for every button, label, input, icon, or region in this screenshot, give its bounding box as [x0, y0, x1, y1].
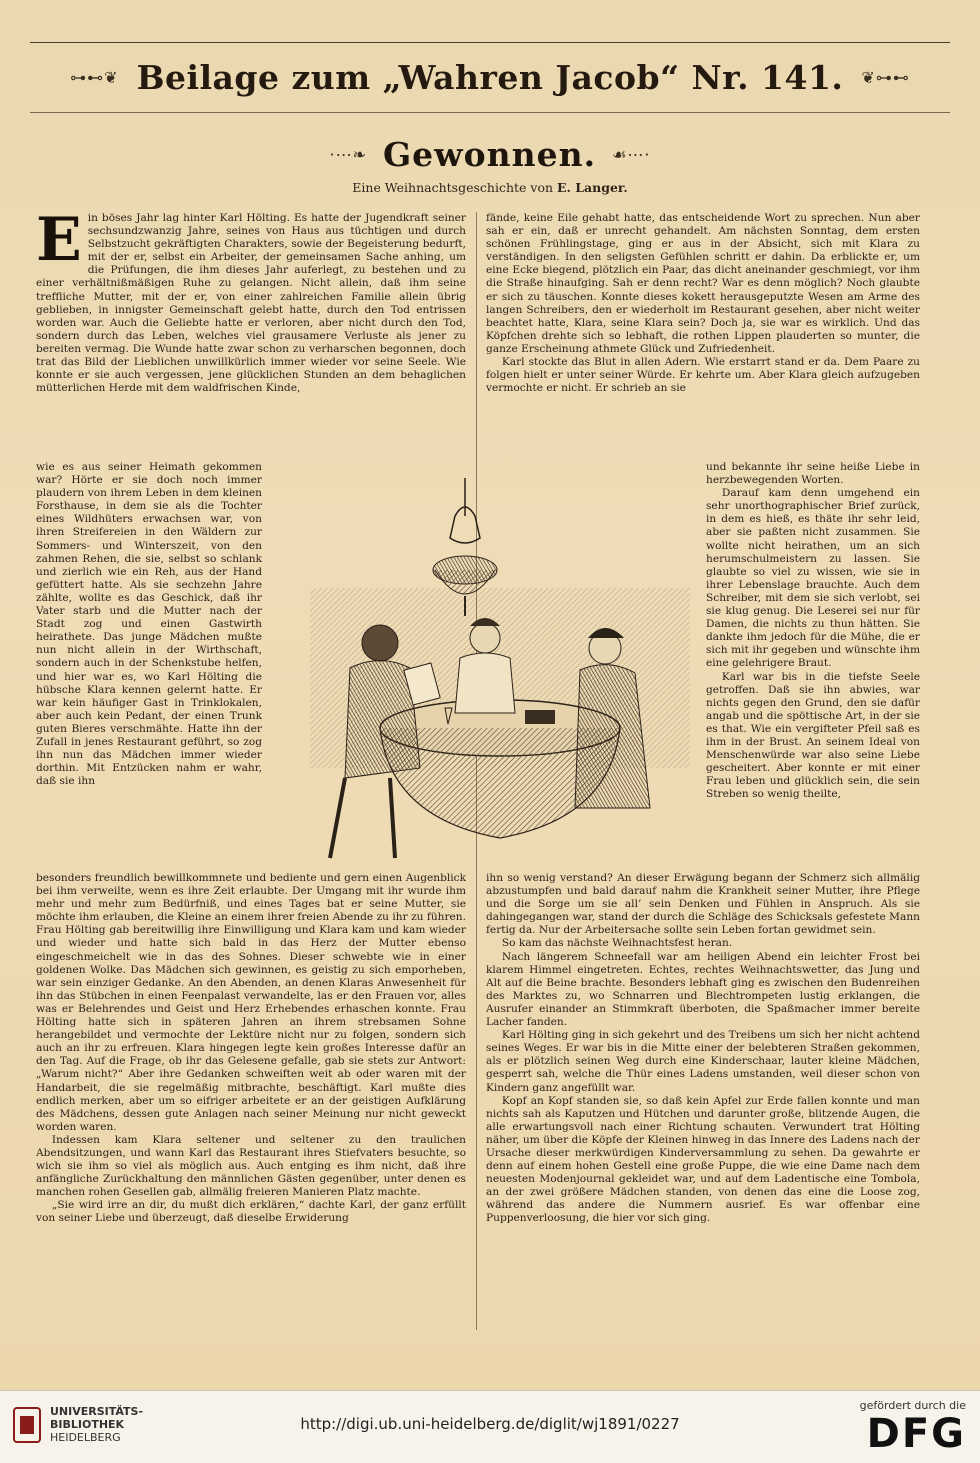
paragraph-klara-seltener: Indessen kam Klara seltener und seltener zu den traulichen Abendsitzungen, und wann Karl das Restaurant ihres Stiefvaters besuchte, so wich sie ihm so viel als möglich aus. Auch entging es ihm nicht, daß ihre anfängliche Zurückhaltung den männlichen Gästen gegenüber, unter denen es manchen rohen Gesellen gab, allmälig freieren Manieren Platz machte.: [36, 1133, 466, 1199]
paragraph-irre: „Sie wird irre an dir, du mußt dich erklären,“ dachte Karl, der ganz erfüllt von seiner Liebe und überzeugt, daß dieselbe Erwiderung: [36, 1199, 466, 1225]
left-column-bottom: [36, 872, 466, 1332]
right-column-bottom: [486, 872, 920, 1332]
narrow-paragraph-right-2: Darauf kam denn umgehend ein sehr unorthographischer Brief zurück, in dem es hieß, es thäte ihr sehr leid, aber sie paßten nicht zusammen. Sie wollte nicht heirathen, um an sich herumschulmeistern zu lassen. Sie glaubte so viel zu wissen, wie sie in ihrer Lebenslage brauchte. Auch dem Schreiber, mit dem sie sich verlobt, sei sie klug genug. Die Leserei sei nur für Damen, die nichts zu thun hätten. Sie dankte ihm jedoch für die Mühe, die er sich mit ihr gegeben und wünschte ihm eine gelehrigere Braut.: [706, 487, 920, 670]
header-top-rule: [30, 42, 950, 43]
left-ornament-icon: ⊶⊷❦: [70, 67, 119, 87]
right-column-narrow: [706, 461, 920, 865]
author-name: E. Langer.: [557, 180, 628, 195]
funder-caption: gefördert durch die: [859, 1399, 966, 1412]
header-bottom-rule: [30, 112, 950, 113]
left-column-narrow: [36, 461, 262, 865]
story-subtitle: [0, 180, 980, 195]
narrow-paragraph-right: und bekannte ihr seine heiße Liebe in herzbewegenden Worten.: [706, 461, 920, 487]
narrow-paragraph-left: wie es aus seiner Heimath gekommen war? Hörte er sie doch noch immer plaudern von ihrem Leben in dem kleinen Forsthause, in dem sie als die Tochter eines Wildhüters erwachsen war, von ihren Streifereien in den Wäldern zur Sommers- und Winterszeit, von den zahmen Rehen, die sie, selbst so schlank und zierlich wie ein Reh, aus der Hand gefüttert hatte. Als sie sechzehn Jahre zählte, wollte es das Geschick, daß ihr Vater starb und die Mutter nach der Stadt zog und einen Gastwirth heirathete. Das junge Mädchen mußte nun nicht allein in der Wirthschaft, sondern auch in der Schenkstube helfen, und hier war es, wo Karl Hölting die hübsche Klara kennen gelernt hatte. Er war kein häufiger Gast in Trinklokalen, aber auch kein Pedant, der einen Trunk guten Bieres verschmähte. Hatte ihn der Zufall in jenes Restaurant geführt, so zog ihn nun das Mädchen immer wieder dorthin. Mit Entzücken nahm er wahr, daß sie ihn: [36, 461, 262, 788]
paragraph-kopf-an-kopf: Kopf an Kopf standen sie, so daß kein Apfel zur Erde fallen konnte und man nichts sah als Kaputzen und Hütchen und darunter große, blitzende Augen, die alle erwartungsvoll nach einer Richtung schauten. Verwundert trat Hölting näher, um über die Köpfe der Kleinen hinweg in das Innere des Ladens nach der Ursache dieser merkwürdigen Kinderversammlung zu sehen. Da gewahrte er denn auf einem hohen Gestell eine große Puppe, die wie eine Dame nach dem neuesten Modenjournal gekleidet war, und auf dem Ladentische eine Tombola, an der zwei größere Mädchen standen, von denen das eine die Loose zog, während das andere die Nummern ausrief. Es war offenbar eine Puppenverloosung, die hier vor sich ging.: [486, 1094, 920, 1225]
library-footer: [0, 1390, 980, 1463]
opening-paragraph: [36, 205, 466, 395]
library-line-1: UNIVERSITÄTS-: [50, 1405, 144, 1418]
dfg-logo[interactable]: [860, 1399, 966, 1456]
drop-cap: E: [36, 205, 82, 275]
right-top-paragraph: fände, keine Eile gehabt hatte, das entscheidende Wort zu sprechen. Nun aber sah er ein, daß er unrecht gehandelt. Am nächsten Sonntag, dem ersten schönen Frühlingstage, ging er aus in der Absicht, sich mit Klara zu verständigen. In den seligsten Gefühlen schritt er dahin. Da erblickte er, um eine Ecke biegend, plötzlich ein Paar, das dicht aneinander geschmiegt, vor ihm die Straße hinaufging. Sah er denn recht? War es denn möglich? Noch glaubte er sich zu täuschen. Konnte dieses kokett herausgeputzte Wesen am Arme des langen Schreibers, den er wiederholt im Restaurant gesehen, aber nicht weiter beachtet hatte, Klara, seine Klara sein? Doch ja, sie war es wirklich. Und das Köpfchen drehte sich so lebhaft, die rothen Lippen plauderten so munter, die ganze Erscheinung athmete Glück und Zufriedenheit.: [486, 212, 920, 355]
story-title: Gewonnen.: [383, 134, 597, 174]
supplement-title: Beilage zum „Wahren Jacob“ Nr. 141.: [136, 57, 844, 97]
left-column-top: [36, 205, 466, 458]
right-bottom-paragraph: ihn so wenig verstand? An dieser Erwägung begann der Schmerz sich allmälig abzustumpfen und bald darauf nahm die Krankheit seiner Mutter, ihre Pflege und die Sorge um sie all’ sein Denken und Fühlen in Anspruch. Als sie dahingegangen war, stand der durch die Schläge des Schicksals gefestete Mann fertig da. Nur der Arbeitersache sollte sein Leben fortan gewidmet sein.: [486, 872, 920, 937]
title-right-ornament-icon: ☙⋯·: [612, 144, 651, 164]
opening-paragraph-text: in böses Jahr lag hinter Karl Hölting. Es hatte der Jugendkraft seiner sechsundzwanzig Jahre, seines von Haus aus tüchtigen und durch Selbstzucht gekräftigten Charakters, sowie der Begeisterung bedurft, mit der er, selbst ein Arbeiter, der gemeinsamen Sache anhing, um die Prüfungen, die ihm dieses Jahr auferlegt, zu bestehen und zu einer verhältnißmäßigen Ruhe zu gelangen. Nicht allein, daß ihm seine treffliche Mutter, mit der er, von einer zahlreichen Familie allein übrig geblieben, in innigster Gemeinschaft gelebt hatte, durch den Tod entrissen worden war. Auch die Geliebte hatte er verloren, aber nicht durch den Tod, sondern durch das Leben, welches viel grausamere Verluste als jener zu bereiten vermag. Die Wunde hatte zwar schon zu verharschen begonnen, doch trat das Bild der Lieblichen unwillkürlich immer wieder vor seine Seele. Wie konnte er sie auch vergessen, jene glücklichen Stunden an dem behaglichen mütterlichen Herde mit dem waldfrischen Kinde,: [36, 212, 466, 395]
narrow-paragraph-right-3: Karl war bis in die tiefste Seele getroffen. Daß sie ihn abwies, war nichts gegen den Grund, den sie dafür angab und die spöttische Art, in der sie es that. Wie ein vergifteter Pfeil saß es ihm in der Brust. An seinem Ideal von Menschenwürde war also seine Liebe gescheitert. Aber konnte er mit einer Frau leben und glücklich sein, die sein Streben so wenig theilte,: [706, 670, 920, 801]
title-left-ornament-icon: ·⋯❧: [329, 144, 367, 164]
library-line-3: HEIDELBERG: [50, 1431, 121, 1444]
story-title-row: [0, 134, 980, 174]
subtitle-text: Eine Weihnachtsgeschichte von: [352, 180, 554, 195]
paragraph-karl-stockte: Karl stockte das Blut in allen Adern. Wie erstarrt stand er da. Dem Paare zu folgen hielt er unter seiner Würde. Er kehrte um. Aber Klara gleich aufzugeben vermochte er nicht. Er schrieb an sie: [486, 356, 920, 395]
funder-logo-text: DFG: [866, 1411, 966, 1457]
right-ornament-icon: ❦⊶⊷: [861, 67, 910, 87]
paragraph-schneefall: Nach längerem Schneefall war am heiligen Abend ein leichter Frost bei klarem Himmel eingetreten. Echtes, rechtes Weihnachtswetter, das Jung und Alt auf die Beine brachte. Besonders lebhaft ging es zwischen den Budenreihen des Marktes zu, wo Schnarren und Blechtrompeten lustig erklangen, die Ausrufer einander an Stimmkraft überboten, die Spaßmacher immer bereite Lacher fanden.: [486, 950, 920, 1029]
illustration-family-at-table: [290, 478, 710, 873]
right-column-top: [486, 212, 920, 458]
paragraph-hoelting-ging: Karl Hölting ging in sich gekehrt und des Treibens um sich her nicht achtend seines Weges. Er war bis in die Mitte einer der belebteren Straßen gekommen, als er plötzlich seinen Weg durch eine Kinderschaar, lauter kleine Mädchen, gesperrt sah, welche die Thür eines Ladens umstanden, weil dieser schon von Kindern ganz angefüllt war.: [486, 1029, 920, 1094]
library-line-2: BIBLIOTHEK: [50, 1418, 125, 1431]
paragraph-weihnachtsfest: So kam das nächste Weihnachtsfest heran.: [501, 937, 733, 950]
source-url[interactable]: http://digi.ub.uni-heidelberg.de/diglit/wj1891/0227: [300, 1415, 680, 1433]
bottom-paragraph-left: besonders freundlich bewillkommnete und bediente und gern einen Augenblick bei ihm verweilte, wenn es ihre Zeit erlaubte. Der Umgang mit ihr wurde ihm mehr und mehr zum Bedürfniß, und eines Tages bat er seine Mutter, sie möchte ihm erlauben, die Kleine an einem ihrer freien Abende zu ihr zu führen. Frau Hölting gab bereitwillig ihre Einwilligung und Klara kam und kam wieder und wieder und hatte sich bald in das Herz der Mutter ebenso eingeschmeichelt wie in das des Sohnes. Dieser schwebte wie in einer goldenen Wolke. Das Mädchen sich gewinnen, es geistig zu sich emporheben, war sein einziger Gedanke. An den Abenden, an denen Klaras Anwesenheit für ihn das Stübchen in einen Feenpalast verwandelte, las er den Frauen vor, alles was er Belehrendes und Geist und Herz Erhebendes erhaschen konnte. Frau Hölting hatte sich in späteren Jahren an ihrem strebsamen Sohne herangebildet und vermochte der Lektüre nicht nur zu folgen, sondern sich auch an ihr zu erfreuen. Klara hingegen legte kein großes Interesse dafür an den Tag. Auf die Frage, ob ihr das Gelesene gefalle, gab sie stets zur Antwort: „Warum nicht?“ Aber ihre Gedanken schweiften weit ab oder waren mit der Handarbeit, die sie regelmäßig mitbrachte, beschäftigt. Karl mußte dies endlich merken, aber um so eifriger arbeitete er an der geistigen Aufklärung des Mädchens, dessen gute Anlagen nach seiner Meinung nur nicht geweckt worden waren.: [36, 872, 466, 1133]
supplement-header: [0, 52, 980, 102]
